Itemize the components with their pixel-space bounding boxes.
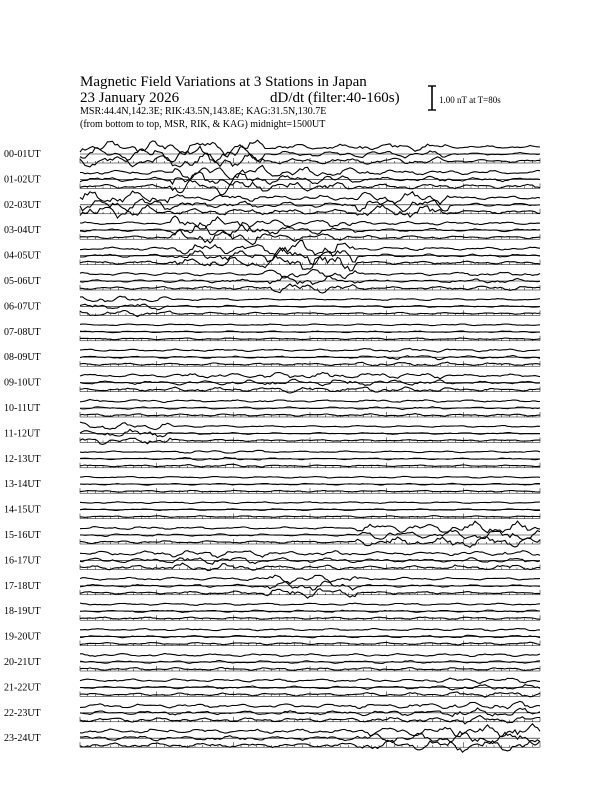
trace-rik: [80, 558, 540, 565]
hour-row: [4, 348, 540, 366]
row-label: 09-10UT: [4, 377, 41, 389]
trace-rik: [80, 304, 540, 310]
row-label: 11-12UT: [4, 428, 41, 440]
hour-row: [4, 575, 540, 598]
hour-row: [4, 324, 540, 341]
hour-row: [4, 724, 540, 752]
station-coordinates: MSR:44.4N,142.3E; RIK:43.5N,143.8E; KAG:31.5N,130.7E: [80, 106, 327, 117]
row-label: 13-14UT: [4, 479, 41, 491]
trace-kag: [80, 654, 540, 657]
row-label: 16-17UT: [4, 555, 41, 567]
hour-row: [4, 269, 540, 293]
chart-quantity: dD/dt (filter:40-160s): [270, 90, 400, 106]
hour-row: [4, 450, 540, 468]
row-label: 10-11UT: [4, 403, 41, 414]
row-label: 04-05UT: [4, 250, 41, 262]
hourly-rows: [4, 140, 540, 752]
row-label: 00-01UT: [4, 149, 41, 160]
hour-row: [4, 373, 540, 394]
trace-rik: [80, 331, 540, 333]
row-label: 23-24UT: [4, 733, 41, 745]
trace-msr: [80, 153, 540, 167]
trace-kag: [80, 324, 540, 326]
hour-row: [4, 191, 540, 218]
row-label: 19-20UT: [4, 631, 41, 643]
trace-rik: [80, 276, 540, 284]
trace-kag: [80, 724, 540, 737]
chart-date: 23 January 2026: [80, 90, 180, 106]
trace-kag: [80, 216, 540, 231]
trace-kag: [80, 296, 540, 301]
row-label: 07-08UT: [4, 326, 41, 338]
hour-row: [4, 400, 540, 418]
hour-row: [4, 628, 540, 645]
trace-rik: [80, 457, 540, 460]
chart-title: Magnetic Field Variations at 3 Stations in Japan: [80, 74, 367, 90]
hour-row: [4, 551, 540, 571]
trace-kag: [80, 348, 540, 352]
row-label: 22-23UT: [4, 707, 41, 719]
trace-kag: [80, 521, 540, 533]
row-label: 14-15UT: [4, 504, 41, 516]
trace-kag: [80, 628, 540, 631]
trace-kag: [80, 678, 540, 683]
trace-kag: [80, 373, 540, 379]
trace-kag: [80, 551, 540, 558]
hour-row: [4, 502, 540, 519]
trace-rik: [80, 509, 540, 511]
row-label: 12-13UT: [4, 453, 41, 465]
trace-msr: [80, 716, 540, 724]
trace-kag: [80, 241, 540, 255]
trace-kag: [80, 165, 540, 179]
trace-rik: [80, 223, 540, 237]
row-label: 01-02UT: [4, 174, 41, 186]
scale-bar-label: 1.00 nT at T=80s: [439, 95, 501, 105]
hour-row: [4, 603, 540, 620]
trace-kag: [80, 400, 540, 403]
station-order-note: (from bottom to top, MSR, RIK, & KAG) midnight=1500UT: [80, 119, 326, 130]
row-label: 18-19UT: [4, 606, 41, 618]
row-label: 20-21UT: [4, 657, 41, 668]
row-label: 21-22UT: [4, 682, 41, 694]
hour-row: [4, 476, 540, 493]
trace-rik: [80, 407, 540, 410]
trace-kag: [80, 502, 540, 504]
hour-row: [4, 701, 540, 724]
trace-kag: [80, 422, 540, 430]
trace-kag: [80, 191, 540, 204]
trace-rik: [80, 356, 540, 360]
trace-rik: [80, 429, 540, 436]
trace-rik: [80, 610, 540, 612]
row-label: 02-03UT: [4, 199, 41, 211]
row-label: 03-04UT: [4, 225, 41, 237]
trace-kag: [80, 701, 540, 708]
hour-row: [4, 165, 540, 195]
hour-row: [4, 678, 540, 697]
row-label: 06-07UT: [4, 301, 41, 313]
hour-row: [4, 521, 540, 547]
hour-row: [4, 241, 540, 271]
hour-row: [4, 216, 540, 245]
hour-row: [4, 296, 540, 316]
trace-rik: [80, 708, 540, 716]
hour-row: [4, 422, 540, 444]
trace-kag: [80, 450, 540, 453]
row-label: 15-16UT: [4, 530, 41, 541]
hour-row: [4, 654, 540, 672]
row-label: 05-06UT: [4, 276, 41, 287]
trace-kag: [80, 269, 540, 278]
hour-row: [4, 140, 540, 167]
trace-kag: [80, 575, 540, 584]
trace-kag: [80, 603, 540, 605]
trace-kag: [80, 476, 540, 478]
row-label: 08-09UT: [4, 352, 41, 364]
scale-bar: [428, 86, 436, 110]
row-label: 17-18UT: [4, 580, 41, 592]
